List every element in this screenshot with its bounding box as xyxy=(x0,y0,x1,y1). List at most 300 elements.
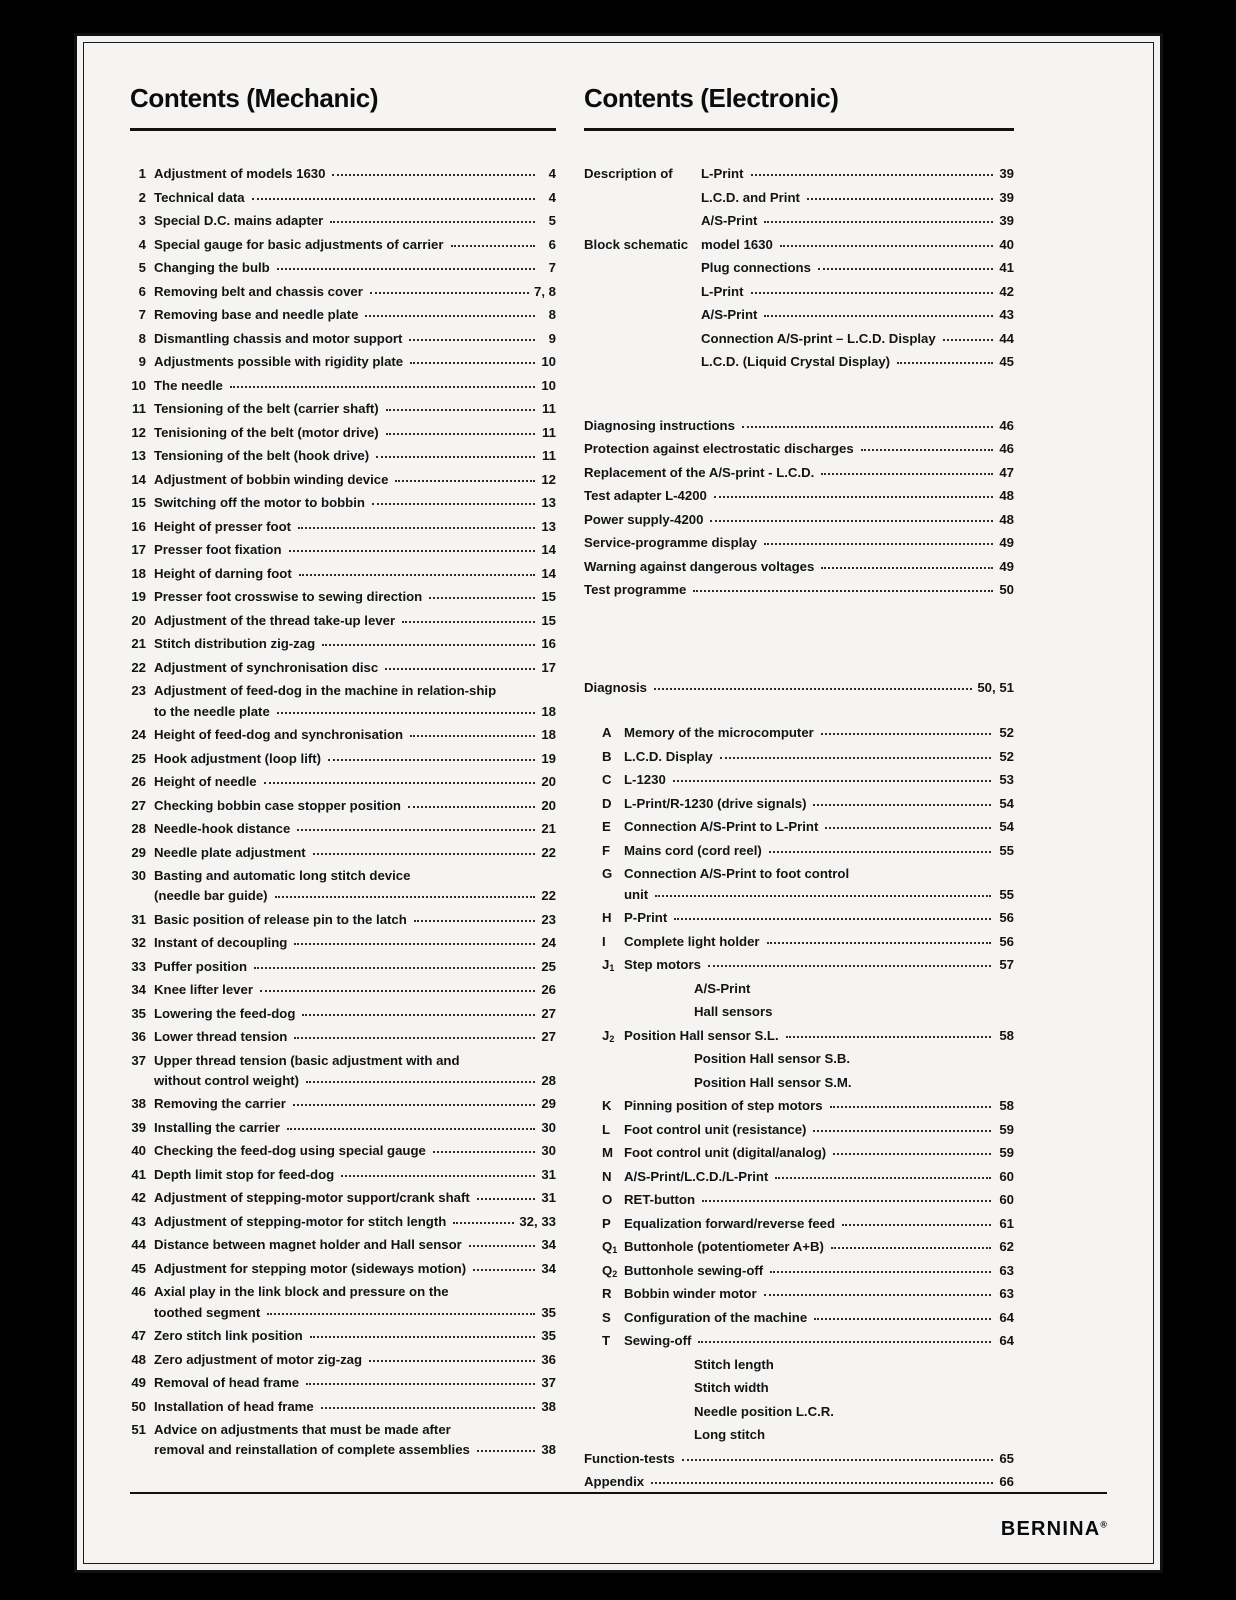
entry-number: 38 xyxy=(131,1096,146,1112)
toc-entry[interactable] xyxy=(130,1400,556,1413)
entry-letter: K xyxy=(602,1098,612,1113)
toc-entry[interactable] xyxy=(701,191,1014,204)
entry-page: 20 xyxy=(541,797,556,813)
toc-entry[interactable] xyxy=(130,913,556,926)
toc-entry[interactable] xyxy=(130,775,556,788)
leader-dots xyxy=(814,1318,991,1320)
leader-dots xyxy=(742,426,993,428)
toc-entry[interactable] xyxy=(130,1097,556,1110)
entry-subline: Stitch length xyxy=(694,1356,774,1372)
entry-page: 7, 8 xyxy=(534,283,556,299)
entry-page: 17 xyxy=(541,659,556,675)
registered-trademark-icon: ® xyxy=(1100,1519,1107,1530)
entry-label: Basting and automatic long stitch device xyxy=(154,868,411,883)
entry-page: 59 xyxy=(999,1145,1014,1160)
entry-label: Adjustments possible with rigidity plate xyxy=(154,354,404,370)
toc-entry[interactable] xyxy=(130,728,556,741)
toc-entry[interactable] xyxy=(130,261,556,274)
entry-number: 32 xyxy=(131,935,146,951)
toc-entry[interactable] xyxy=(584,1475,1014,1488)
toc-entry[interactable] xyxy=(584,583,1014,596)
entry-label: Checking the feed-dog using special gauge xyxy=(154,1143,426,1159)
leader-dots xyxy=(693,590,993,592)
entry-number: 44 xyxy=(131,1237,146,1253)
leader-dots xyxy=(433,1151,535,1153)
leader-dots xyxy=(770,1271,991,1273)
entry-page: 14 xyxy=(541,542,556,558)
leader-dots xyxy=(710,520,993,522)
leader-dots xyxy=(328,759,535,761)
toc-entry[interactable] xyxy=(584,867,1014,900)
toc-entry[interactable] xyxy=(584,419,1014,432)
leader-dots xyxy=(469,1245,535,1247)
toc-entry[interactable] xyxy=(130,1215,556,1228)
entry-page: 22 xyxy=(541,844,556,860)
toc-entry[interactable] xyxy=(584,1170,1014,1183)
entry-label: Bobbin winder motor xyxy=(624,1286,757,1301)
entry-label-continued: to the needle plate xyxy=(154,703,270,719)
toc-entry[interactable] xyxy=(584,820,1014,833)
toc-entry[interactable] xyxy=(701,238,1014,251)
entry-page: 31 xyxy=(541,1166,556,1182)
leader-dots xyxy=(365,315,535,317)
entry-label: Adjustment of synchronisation disc xyxy=(154,659,379,675)
leader-dots xyxy=(673,780,991,782)
entry-page: 13 xyxy=(541,495,556,511)
toc-entry[interactable] xyxy=(130,214,556,227)
toc-entry[interactable] xyxy=(584,750,1014,763)
toc-entry[interactable] xyxy=(701,214,1014,227)
mechanic-entry-list xyxy=(130,167,556,1456)
spacer xyxy=(584,704,1014,726)
entry-label: Removal of head frame xyxy=(154,1375,300,1391)
entry-number: 11 xyxy=(132,401,146,417)
electronic-column xyxy=(584,71,1014,1499)
leader-dots xyxy=(332,174,535,176)
entry-label: Complete light holder xyxy=(624,933,760,949)
entry-number: 41 xyxy=(131,1166,146,1182)
leader-dots xyxy=(682,1459,993,1461)
entry-letter: O xyxy=(602,1192,613,1207)
leader-dots xyxy=(386,433,535,435)
toc-entry[interactable] xyxy=(130,1030,556,1043)
leader-dots xyxy=(821,567,993,569)
toc-entry[interactable] xyxy=(130,590,556,603)
entry-label: Removing belt and chassis cover xyxy=(154,283,363,299)
entry-label: Power supply-4200 xyxy=(584,511,704,527)
toc-entry[interactable] xyxy=(584,1099,1014,1112)
toc-entry[interactable] xyxy=(130,960,556,973)
entry-label: Adjustment for stepping motor (sideways motion) xyxy=(154,1260,467,1276)
entry-page: 56 xyxy=(999,933,1014,949)
toc-entry[interactable] xyxy=(584,1217,1014,1230)
entry-page: 34 xyxy=(541,1260,556,1276)
toc-entry[interactable] xyxy=(584,911,1014,924)
entry-page: 7 xyxy=(548,260,556,276)
leader-dots xyxy=(674,918,991,920)
leader-dots xyxy=(654,688,972,690)
toc-entry[interactable] xyxy=(584,1264,1014,1277)
toc-entry[interactable] xyxy=(584,797,1014,810)
entry-page: 38 xyxy=(541,1442,556,1458)
leader-dots xyxy=(764,1294,991,1296)
entry-label: Warning against dangerous voltages xyxy=(584,558,815,574)
toc-entry[interactable] xyxy=(584,513,1014,526)
entry-label: Needle plate adjustment xyxy=(154,844,306,860)
toc-entry[interactable] xyxy=(130,426,556,439)
toc-entry[interactable] xyxy=(130,355,556,368)
entry-number: 4 xyxy=(138,236,146,252)
toc-entry[interactable] xyxy=(584,1311,1014,1324)
entry-label: Memory of the microcomputer xyxy=(624,725,814,741)
entry-letter: P xyxy=(602,1215,611,1231)
toc-entry[interactable] xyxy=(584,1146,1014,1159)
entry-subline: Hall sensors xyxy=(694,1004,773,1019)
toc-entry[interactable] xyxy=(130,936,556,949)
toc-entry[interactable] xyxy=(130,473,556,486)
toc-entry[interactable] xyxy=(130,1285,556,1318)
leader-dots xyxy=(369,1360,535,1362)
diagnosis-heading-row xyxy=(584,681,1014,694)
entry-page: 63 xyxy=(999,1286,1014,1301)
leader-dots xyxy=(764,221,993,223)
toc-entry[interactable] xyxy=(584,466,1014,479)
entry-page: 44 xyxy=(999,330,1014,346)
entry-page: 50, 51 xyxy=(977,679,1014,695)
entry-page: 35 xyxy=(541,1304,556,1320)
toc-entry[interactable] xyxy=(130,1329,556,1342)
entry-number: 18 xyxy=(131,565,146,581)
toc-entry[interactable] xyxy=(130,167,556,180)
toc-entry[interactable] xyxy=(130,238,556,251)
entry-letter: H xyxy=(602,910,612,925)
toc-entry[interactable] xyxy=(584,536,1014,549)
entry-page: 4 xyxy=(548,189,556,205)
entry-label: Height of needle xyxy=(154,774,257,789)
entry-page: 25 xyxy=(541,958,556,974)
entry-label: Axial play in the link block and pressure on the xyxy=(154,1284,449,1300)
entry-page: 64 xyxy=(999,1309,1014,1325)
leader-dots xyxy=(297,829,535,831)
entry-page: 11 xyxy=(542,424,556,440)
entry-subline: A/S-Print xyxy=(694,980,751,996)
leader-dots xyxy=(287,1128,535,1130)
toc-entry[interactable] xyxy=(130,614,556,627)
leader-dots xyxy=(769,851,991,853)
toc-entry[interactable] xyxy=(584,844,1014,857)
entry-page: 54 xyxy=(999,819,1014,835)
entry-number: 21 xyxy=(131,636,146,652)
toc-entry[interactable] xyxy=(584,935,1014,948)
leader-dots xyxy=(330,221,535,223)
entry-number: 51 xyxy=(131,1422,146,1438)
leader-dots xyxy=(408,806,535,808)
toc-entry[interactable] xyxy=(130,1353,556,1366)
entry-number: 45 xyxy=(131,1260,146,1276)
entry-label: Adjustment of models 1630 xyxy=(154,166,326,182)
toc-entry[interactable] xyxy=(584,1287,1014,1300)
leader-dots xyxy=(267,1313,535,1315)
entry-page: 52 xyxy=(999,725,1014,741)
leader-dots xyxy=(277,268,535,270)
entry-label: Position Hall sensor S.L. xyxy=(624,1027,779,1043)
electronic-group xyxy=(584,167,1014,238)
toc-entry[interactable] xyxy=(701,285,1014,298)
leader-dots xyxy=(825,827,991,829)
entry-label: A/S-Print xyxy=(701,307,758,323)
entry-page: 15 xyxy=(541,589,556,605)
toc-entry[interactable] xyxy=(130,402,556,415)
toc-entry[interactable] xyxy=(584,1240,1014,1253)
entry-label: Instant of decoupling xyxy=(154,935,288,951)
entry-label: Connection A/S-Print to L-Print xyxy=(624,819,819,835)
entry-page: 60 xyxy=(999,1168,1014,1184)
leader-dots xyxy=(655,895,991,897)
entry-label: Depth limit stop for feed-dog xyxy=(154,1166,335,1182)
entry-page: 58 xyxy=(999,1027,1014,1043)
toc-entry[interactable] xyxy=(584,442,1014,455)
entry-page: 32, 33 xyxy=(519,1213,556,1229)
entry-page: 52 xyxy=(999,748,1014,764)
toc-entry[interactable] xyxy=(130,449,556,462)
entry-label: A/S-Print xyxy=(701,213,758,229)
toc-entry[interactable] xyxy=(130,1054,556,1087)
mechanic-column xyxy=(130,71,556,1467)
entry-label: L-Print xyxy=(701,283,744,299)
toc-entry[interactable] xyxy=(130,1423,556,1456)
entry-number: 50 xyxy=(131,1398,146,1414)
entry-label: Tensioning of the belt (hook drive) xyxy=(154,448,370,464)
entry-label: Adjustment of stepping-motor for stitch length xyxy=(154,1213,447,1229)
leader-dots xyxy=(831,1247,991,1249)
leader-dots xyxy=(751,174,994,176)
entry-page: 4 xyxy=(548,166,556,182)
entry-label: Test programme xyxy=(584,582,687,598)
entry-page: 11 xyxy=(542,401,556,417)
entry-page: 14 xyxy=(541,565,556,581)
leader-dots xyxy=(807,198,993,200)
leader-dots xyxy=(897,362,993,364)
toc-entry[interactable] xyxy=(130,661,556,674)
leader-dots xyxy=(702,1200,991,1202)
leader-dots xyxy=(821,473,993,475)
toc-entry[interactable] xyxy=(130,1121,556,1134)
toc-entry[interactable] xyxy=(584,1123,1014,1136)
toc-entry[interactable] xyxy=(584,1193,1014,1206)
group-heading: Block schematic xyxy=(584,236,689,252)
toc-entry[interactable] xyxy=(130,308,556,321)
entry-page: 8 xyxy=(548,307,556,323)
entry-page: 12 xyxy=(541,471,556,487)
toc-entry[interactable] xyxy=(701,355,1014,368)
leader-dots xyxy=(861,449,993,451)
entry-page: 10 xyxy=(541,377,556,393)
entry-page: 61 xyxy=(999,1215,1014,1231)
toc-entry[interactable] xyxy=(701,167,1014,180)
electronic-tail-entries xyxy=(584,1452,1014,1489)
toc-entry[interactable] xyxy=(130,1262,556,1275)
entry-label: Function-tests xyxy=(584,1450,675,1466)
entry-label: Appendix xyxy=(584,1474,645,1489)
toc-entry[interactable] xyxy=(130,1144,556,1157)
toc-entry[interactable] xyxy=(584,958,1014,971)
toc-entry[interactable] xyxy=(130,637,556,650)
entry-letter: S xyxy=(602,1309,611,1325)
leader-dots xyxy=(341,1175,535,1177)
entry-page: 18 xyxy=(541,703,556,719)
entry-label: Presser foot fixation xyxy=(154,542,282,558)
entry-label: Advice on adjustments that must be made after xyxy=(154,1422,451,1438)
toc-entry[interactable] xyxy=(701,308,1014,321)
entry-page: 16 xyxy=(541,636,556,652)
entry-label: Needle-hook distance xyxy=(154,821,291,836)
entry-number: 24 xyxy=(131,727,146,742)
mechanic-title: Contents (Mechanic) xyxy=(130,83,379,113)
toc-entry[interactable] xyxy=(130,496,556,509)
entry-number: 6 xyxy=(138,283,146,299)
toc-entry[interactable] xyxy=(130,1191,556,1204)
leader-dots xyxy=(298,527,535,529)
toc-entry[interactable] xyxy=(130,752,556,765)
entry-page: 47 xyxy=(999,464,1014,480)
entry-page: 34 xyxy=(541,1237,556,1253)
entry-number: 20 xyxy=(131,612,146,628)
toc-entry[interactable] xyxy=(130,1376,556,1389)
toc-entry[interactable] xyxy=(130,285,556,298)
entry-label: Special D.C. mains adapter xyxy=(154,213,324,229)
entry-label: Dismantling chassis and motor support xyxy=(154,330,403,346)
toc-entry[interactable] xyxy=(130,191,556,204)
entry-number: 27 xyxy=(131,797,146,813)
leader-dots xyxy=(402,621,535,623)
entry-number: 46 xyxy=(131,1284,146,1300)
toc-entry[interactable] xyxy=(130,543,556,556)
entry-page: 39 xyxy=(999,213,1014,229)
entry-number: 42 xyxy=(131,1190,146,1206)
leader-dots xyxy=(818,268,993,270)
entry-label: Checking bobbin case stopper position xyxy=(154,797,401,813)
entry-page: 66 xyxy=(999,1474,1014,1489)
toc-entry[interactable] xyxy=(584,681,1014,694)
toc-entry[interactable] xyxy=(584,726,1014,739)
leader-dots xyxy=(451,245,536,247)
toc-entry[interactable] xyxy=(130,1238,556,1251)
leader-dots xyxy=(651,1482,993,1484)
toc-entry[interactable] xyxy=(130,799,556,812)
entry-page: 39 xyxy=(999,189,1014,205)
leader-dots xyxy=(775,1177,991,1179)
entry-label: L.C.D. (Liquid Crystal Display) xyxy=(701,354,891,370)
entry-label: Adjustment of stepping-motor support/crank shaft xyxy=(154,1190,470,1206)
leader-dots xyxy=(385,668,535,670)
toc-entry[interactable] xyxy=(701,261,1014,274)
entry-letter: B xyxy=(602,748,612,764)
entry-label: Switching off the motor to bobbin xyxy=(154,495,365,511)
toc-entry[interactable] xyxy=(130,379,556,392)
leader-dots xyxy=(698,1341,991,1343)
entry-label: model 1630 xyxy=(701,236,773,252)
toc-entry[interactable] xyxy=(130,567,556,580)
entry-label: Equalization forward/reverse feed xyxy=(624,1215,836,1231)
leader-dots xyxy=(409,339,535,341)
entry-label: Buttonhole sewing-off xyxy=(624,1262,764,1278)
toc-entry[interactable] xyxy=(584,560,1014,573)
toc-entry[interactable] xyxy=(130,684,556,717)
entry-label: Zero adjustment of motor zig-zag xyxy=(154,1351,363,1367)
toc-entry[interactable] xyxy=(130,822,556,835)
entry-page: 5 xyxy=(548,213,556,229)
entry-number: 5 xyxy=(138,260,146,276)
electronic-title: Contents (Electronic) xyxy=(584,83,839,113)
entry-subline: Position Hall sensor S.M. xyxy=(694,1074,852,1090)
entry-subline: Position Hall sensor S.B. xyxy=(694,1051,851,1066)
leader-dots xyxy=(289,550,535,552)
entry-label: Service-programme display xyxy=(584,535,757,551)
entry-letter: $Q_2$ xyxy=(602,1262,618,1279)
entry-number: 33 xyxy=(131,958,146,974)
toc-entry[interactable] xyxy=(130,846,556,859)
entry-page: 15 xyxy=(541,612,556,628)
entry-label: L-Print xyxy=(701,166,744,182)
entry-page: 6 xyxy=(548,236,556,252)
entry-number: 30 xyxy=(131,868,146,883)
toc-entry[interactable] xyxy=(584,1452,1014,1465)
leader-dots xyxy=(720,757,991,759)
toc-entry[interactable] xyxy=(130,332,556,345)
entry-label: Protection against electrostatic discharges xyxy=(584,441,854,457)
toc-entry[interactable] xyxy=(130,869,556,902)
entry-label: Knee lifter lever xyxy=(154,982,253,998)
toc-entry[interactable] xyxy=(130,520,556,533)
entry-page: 60 xyxy=(999,1192,1014,1207)
toc-entry[interactable] xyxy=(584,1029,1014,1042)
entry-number: 14 xyxy=(131,471,146,487)
toc-entry[interactable] xyxy=(701,332,1014,345)
entry-subline: Stitch width xyxy=(694,1380,769,1395)
toc-entry[interactable] xyxy=(130,1007,556,1020)
entry-label: Hook adjustment (loop lift) xyxy=(154,750,322,766)
leader-dots xyxy=(264,782,535,784)
group-heading: Description of xyxy=(584,166,673,182)
entry-number: 12 xyxy=(131,424,146,440)
entry-label: Sewing-off xyxy=(624,1333,692,1348)
entry-page: 9 xyxy=(548,330,556,346)
entry-label: Height of darning foot xyxy=(154,565,292,581)
entry-label: Connection A/S-Print to foot control xyxy=(624,866,850,882)
leader-dots xyxy=(310,1336,535,1338)
electronic-title-rule xyxy=(584,128,1014,131)
page-footer xyxy=(130,1492,1107,1541)
toc-entry[interactable] xyxy=(584,1334,1014,1347)
leader-dots xyxy=(302,1014,535,1016)
leader-dots xyxy=(751,292,994,294)
entry-page: 49 xyxy=(999,558,1014,574)
entry-label: Connection A/S-print – L.C.D. Display xyxy=(701,330,936,346)
entry-label: Adjustment of the thread take-up lever xyxy=(154,612,396,628)
entry-subline: Needle position L.C.R. xyxy=(694,1403,834,1419)
toc-entry[interactable] xyxy=(130,983,556,996)
entry-page: 45 xyxy=(999,354,1014,370)
toc-entry[interactable] xyxy=(130,1168,556,1181)
leader-dots xyxy=(230,386,535,388)
toc-entry[interactable] xyxy=(584,773,1014,786)
entry-letter: G xyxy=(602,866,613,882)
entry-label: L-Print/R-1230 (drive signals) xyxy=(624,795,807,811)
entry-page: 37 xyxy=(541,1375,556,1391)
leader-dots xyxy=(275,896,535,898)
toc-entry[interactable] xyxy=(584,489,1014,502)
leader-dots xyxy=(294,1037,535,1039)
